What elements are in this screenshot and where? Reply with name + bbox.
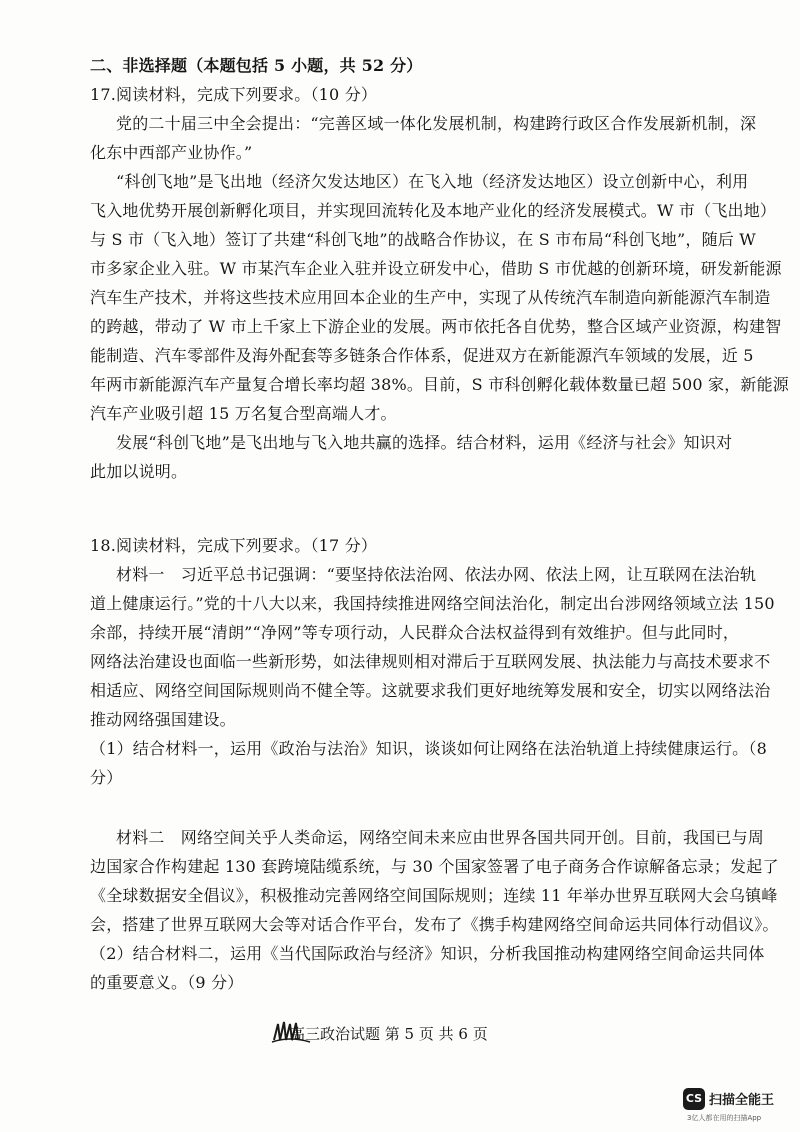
q18-material2-line: 《全球数据安全倡议》，积极推动完善网络空间国际规则；连续 11 年举办世界互联网大会乌镇峰 — [90, 886, 778, 905]
q18-sub2-line: 的重要意义。（9 分） — [90, 973, 244, 992]
camscanner-logo-icon: CS — [683, 1088, 705, 1110]
q18-material1-line: 网络法治建设也面临一些新形势，如法律规则相对滞后于互联网发展、执法能力与高技术要求不 — [90, 652, 771, 671]
q17-line: 党的二十届三中全会提出：“完善区域一体化发展机制，构建跨行政区合作发展新机制，深 — [116, 114, 757, 133]
q17-line: 发展“科创飞地”是飞出地与飞入地共赢的选择。结合材料，运用《经济与社会》知识对 — [116, 433, 733, 452]
camscanner-watermark — [683, 1088, 793, 1128]
q18-material2-line: 材料二 网络空间关乎人类命运，网络空间未来应由世界各国共同开创。目前，我国已与周 — [116, 828, 765, 847]
q18-sub1-line: （1）结合材料一，运用《政治与法治》知识，谈谈如何让网络在法治轨道上持续健康运行。（8 — [90, 739, 767, 758]
q18-material1-line: 推动网络强国建设。 — [90, 710, 236, 729]
section-header: 二、非选择题（本题包括 5 小题，共 52 分） — [90, 56, 423, 75]
q17-line: 汽车产业吸引超 15 万名复合型高端人才。 — [90, 404, 397, 423]
q17-line: 的跨越，带动了 W 市上千家上下游企业的发展。两市依托各自优势，整合区域产业资源，构建智 — [90, 317, 782, 336]
q17-line: 汽车生产技术，并将这些技术应用回本企业的生产中，实现了从传统汽车制造向新能源汽车制造 — [90, 288, 771, 307]
camscanner-tagline: 3亿人都在用的扫描App — [687, 1114, 762, 1122]
q18-material1-line: 相适应、网络空间国际规则尚不健全等。这就要求我们更好地统筹发展和安全，切实以网络法治 — [90, 681, 771, 700]
q17-line: “科创飞地”是飞出地（经济欠发达地区）在飞入地（经济发达地区）设立创新中心，利用 — [116, 172, 749, 191]
q17-title: 17.阅读材料，完成下列要求。（10 分） — [90, 85, 378, 104]
q18-sub2-line: （2）结合材料二，运用《当代国际政治与经济》知识，分析我国推动构建网络空间命运共同体 — [90, 944, 765, 963]
q17-line: 与 S 市（飞入地）签订了共建“科创飞地”的战略合作协议，在 S 市布局“科创飞地”，随后 W — [90, 230, 756, 249]
q17-line: 此加以说明。 — [90, 462, 188, 481]
page-footer: 高三政治试题 第 5 页 共 6 页 — [290, 1025, 488, 1043]
q17-line: 年两市新能源汽车产量复合增长率均超 38%。目前，S 市科创孵化载体数量已超 500 家，新能源 — [90, 375, 790, 394]
q18-material1-line: 材料一 习近平总书记强调：“要坚持依法治网、依法办网、依法上网，让互联网在法治轨 — [116, 565, 757, 584]
q17-line: 飞入地优势开展创新孵化项目，并实现回流转化及本地产业化的经济发展模式。W 市（飞出地） — [90, 201, 777, 220]
q18-material1-line: 余部，持续开展“清朗”“净网”等专项行动，人民群众合法权益得到有效维护。但与此同时， — [90, 623, 740, 642]
q18-title: 18.阅读材料，完成下列要求。（17 分） — [90, 536, 378, 555]
q18-material2-line: 会，搭建了世界互联网大会等对话合作平台，发布了《携手构建网络空间命运共同体行动倡议》。 — [90, 915, 779, 934]
q17-line: 市多家企业入驻。W 市某汽车企业入驻并设立研发中心，借助 S 市优越的创新环境，研发新能源 — [90, 259, 782, 278]
q18-material1-line: 道上健康运行。”党的十八大以来，我国持续推进网络空间法治化，制定出台涉网络领域立法 150 — [90, 594, 775, 613]
q18-sub1-line: 分） — [90, 768, 123, 787]
q17-line: 能制造、汽车零部件及海外配套等多链条合作体系，促进双方在新能源汽车领域的发展，近 5 — [90, 346, 754, 365]
camscanner-app-name: 扫描全能王 — [709, 1093, 775, 1108]
q18-material2-line: 边国家合作构建起 130 套跨境陆缆系统，与 30 个国家签署了电子商务合作谅解备忘录；发起了 — [90, 857, 779, 876]
q17-line: 化东中西部产业协作。” — [90, 143, 253, 162]
